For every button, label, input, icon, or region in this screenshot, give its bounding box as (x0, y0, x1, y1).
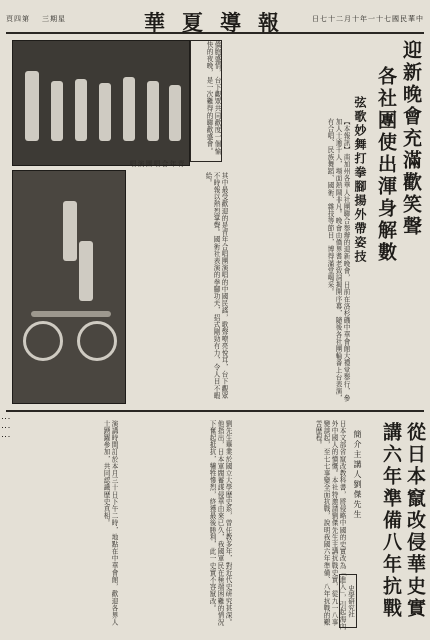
article2-body-a: 日本文部省竄改教科書，將侵略中國的史實改為「進入」，引起海內外中國人的憤慨。本社特邀請劉傑先生主講抗戰史實，從九一八事變談起，至七七事變全面抗戰，說明我國六年準備、八年抗戰的艱苦歷程。 (314, 420, 346, 630)
article1-column-a: 【本報訊】南加州各華人社團聯合舉辦的迎新晚會，日前在洛杉磯中華會館大禮堂舉行，參加人士逾千人，場面熱鬧非凡。晚會由僑界耆老致詞揭開序幕，隨後各社團輪番上台表演，有合唱、民族舞蹈、國術、雜技等節目，博得滿堂喝采。 (326, 118, 350, 402)
subhead: 弦歌妙舞打拳腳揚外帶姿技 (353, 96, 367, 264)
article2-byline: 簡介主講人劉傑先生 (353, 430, 362, 520)
article2-body-c: 演講時間訂於本月三十日下午二時，地點在中華會館，歡迎各界人士踴躍參加，共同認識歷史真相。 (102, 420, 118, 626)
issue-date: 日七十二月十年一十七國民華中 (312, 15, 424, 23)
article2-title-1: 從日本竄改侵華史實 (404, 422, 426, 620)
section-divider (6, 410, 424, 412)
photo-bicycle-acrobats (12, 170, 126, 404)
paper-title: 華夏導報 (144, 10, 296, 35)
article1-column-b: 其中最受歡迎的是青年合唱團演唱的中國民謠，歌聲嘹亮悅耳，台下觀眾不時報以熱烈掌聲。國術社表演的拳腳功夫，招式剛勁有力，令人目不暇給。 (204, 172, 228, 400)
article2-body-b: 劉先生畢業於國立大學歷史系，曾任教多年，對近代史研究甚深。他指出，日本軍閥蓄謀侵華由來已久，我國軍民在極端困難的情況下奮起抵抗，犧牲慘烈，終獲最後勝利，此一史實不容竄改。 (208, 420, 232, 626)
article2-title-2: 講六年準備八年抗戰 (380, 422, 402, 620)
photo-caption-top: 青年合唱團演唱 (128, 160, 184, 168)
issue-label: 三期星 (42, 15, 66, 23)
page-label: 頁四第 (6, 15, 30, 23)
decorative-border: ⋮⋮⋮ (0, 414, 10, 441)
photo-choir (12, 40, 190, 166)
headline-1: 迎新晚會充滿歡笑聲 (400, 40, 422, 238)
masthead (6, 10, 424, 34)
side-note: 僑胞盛情，台下觀眾共同歡度一個愉快的夜晚，是一次難得的聯歡盛會。 (190, 40, 222, 162)
article2-source: 史學研究社 (339, 574, 357, 628)
headline-2: 各社團使出渾身解數 (375, 66, 397, 264)
